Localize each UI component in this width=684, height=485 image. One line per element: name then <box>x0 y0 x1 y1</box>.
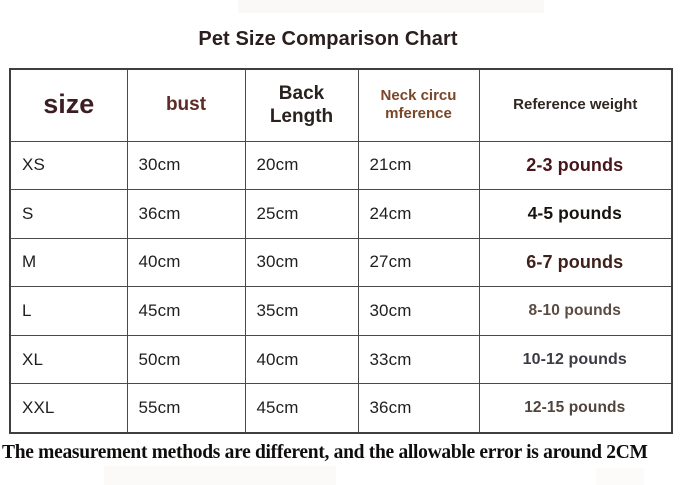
watermark-artifact <box>216 466 336 485</box>
watermark-artifact <box>104 466 216 485</box>
bust-cell: 55cm <box>127 384 245 433</box>
neck-cell: 24cm <box>358 190 479 239</box>
weight-cell: 10-12 pounds <box>479 335 672 384</box>
neck-cell: 36cm <box>358 384 479 433</box>
size-cell: XS <box>10 141 127 190</box>
table-body <box>10 141 672 433</box>
column-header-size: size <box>10 69 127 141</box>
neck-cell: 30cm <box>358 287 479 336</box>
table-row-m <box>10 238 672 287</box>
size-cell: S <box>10 190 127 239</box>
table-row-s <box>10 190 672 239</box>
neck-cell: 21cm <box>358 141 479 190</box>
size-cell: XL <box>10 335 127 384</box>
bust-cell: 30cm <box>127 141 245 190</box>
size-comparison-table <box>9 68 673 434</box>
size-cell: L <box>10 287 127 336</box>
column-header-reference-weight: Reference weight <box>479 69 672 141</box>
back-length-cell: 25cm <box>245 190 358 239</box>
table-row-xs <box>10 141 672 190</box>
bust-cell: 36cm <box>127 190 245 239</box>
back-length-cell: 20cm <box>245 141 358 190</box>
table-row-l <box>10 287 672 336</box>
watermark-artifact <box>238 0 544 13</box>
measurement-note: The measurement methods are different, and the allowable error is around 2CM <box>2 442 648 463</box>
watermark-artifact <box>596 468 644 485</box>
column-header-neck-circumference: Neck circu mference <box>358 69 479 141</box>
size-cell: XXL <box>10 384 127 433</box>
weight-cell: 4-5 pounds <box>479 190 672 239</box>
header-row <box>10 69 672 141</box>
table-header <box>10 69 672 141</box>
weight-cell: 2-3 pounds <box>479 141 672 190</box>
back-length-cell: 30cm <box>245 238 358 287</box>
column-header-bust: bust <box>127 69 245 141</box>
back-length-cell: 40cm <box>245 335 358 384</box>
back-length-cell: 45cm <box>245 384 358 433</box>
neck-cell: 33cm <box>358 335 479 384</box>
bust-cell: 45cm <box>127 287 245 336</box>
weight-cell: 12-15 pounds <box>479 384 672 433</box>
table-row-xl <box>10 335 672 384</box>
neck-cell: 27cm <box>358 238 479 287</box>
size-cell: M <box>10 238 127 287</box>
table-row-xxl <box>10 384 672 433</box>
bust-cell: 40cm <box>127 238 245 287</box>
weight-cell: 8-10 pounds <box>479 287 672 336</box>
column-header-back-length: Back Length <box>245 69 358 141</box>
weight-cell: 6-7 pounds <box>479 238 672 287</box>
back-length-cell: 35cm <box>245 287 358 336</box>
chart-title: Pet Size Comparison Chart <box>198 28 458 50</box>
bust-cell: 50cm <box>127 335 245 384</box>
